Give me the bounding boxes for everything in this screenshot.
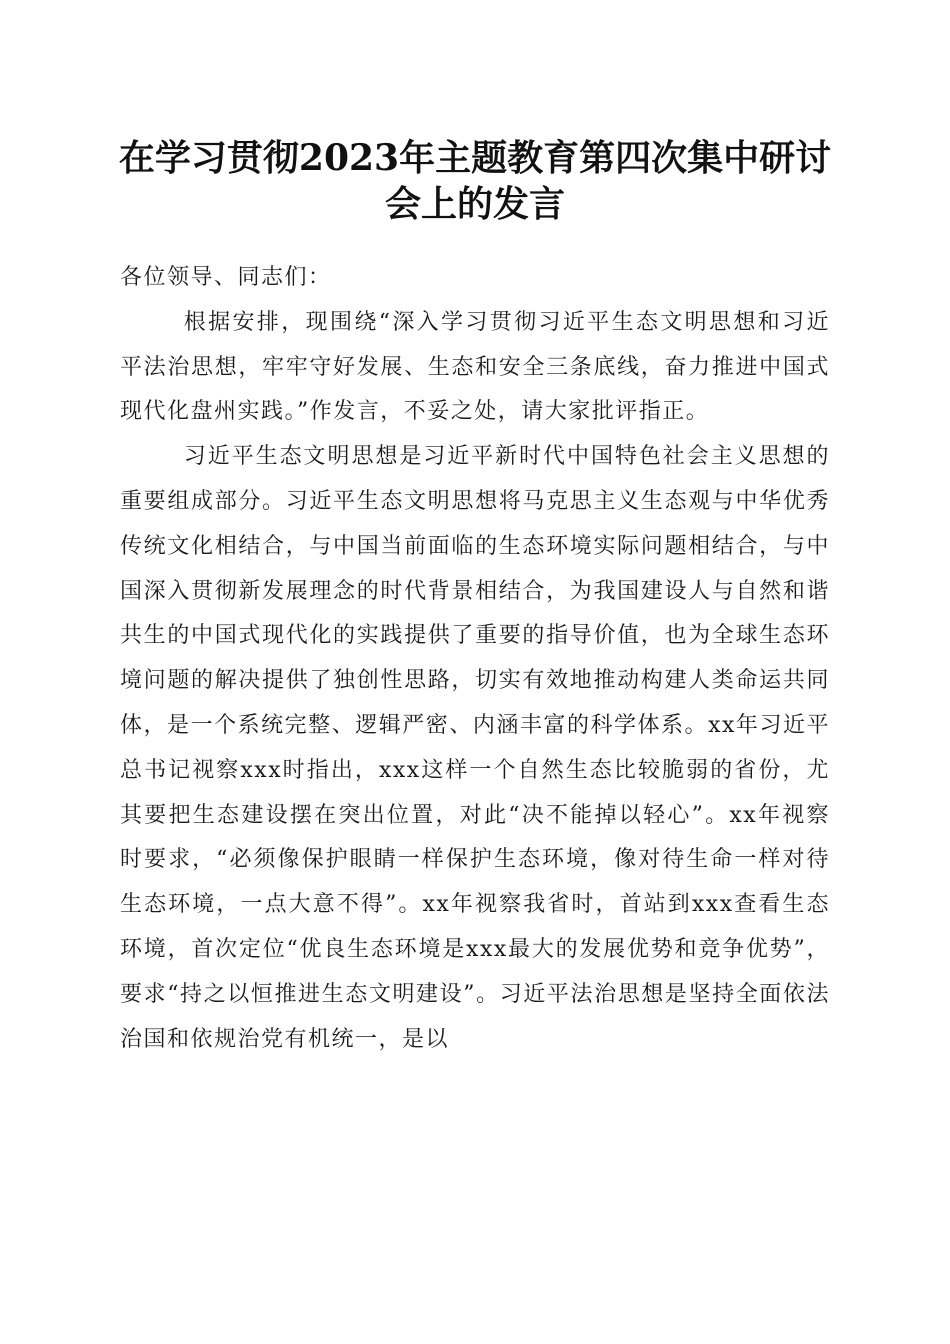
document-title — [100, 135, 850, 227]
paragraph-2: 习近平生态文明思想是习近平新时代中国特色社会主义思想的重要组成部分。习近平生态文明思想将马克思主义生态观与中华优秀传统文化相结合，与中国当前面临的生态环境实际问题相结合，与中国深入贯彻新发展理念的时代背景相结合，为我国建设人与自然和谐共生的中国式现代化的实践提供了重要的指导价值，也为全球生态环境问题的解决提供了独创性思路，切实有效地推动构建人类命运共同体，是一个系统完整、逻辑严密、内涵丰富的科学体系。xx年习近平总书记视察xxx时指出，xxx这样一个自然生态比较脆弱的省份，尤其要把生态建设摆在突出位置，对此“决不能掉以轻心”。xx年视察时要求，“必须像保护眼睛一样保护生态环境，像对待生命一样对待生态环境，一点大意不得”。xx年视察我省时，首站到xxx查看生态环境，首次定位“优良生态环境是xxx最大的发展优势和竞争优势”，要求“持之以恒推进生态文明建设”。习近平法治思想是坚持全面依法治国和依规治党有机统一，是以 — [120, 444, 830, 1052]
salutation: 各位领导、同志们： — [120, 265, 332, 290]
title-line-1: 在学习贯彻2023年主题教育第四次集中研讨 — [118, 137, 832, 179]
paragraph-1: 根据安排，现围绕“深入学习贯彻习近平生态文明思想和习近平法治思想，牢牢守好发展、生态和安全三条底线，奋力推进中国式现代化盘州实践。”作发言，不妥之处，请大家批评指正。 — [120, 309, 830, 425]
document-body — [120, 256, 830, 1062]
title-line-2: 会上的发言 — [384, 183, 565, 225]
